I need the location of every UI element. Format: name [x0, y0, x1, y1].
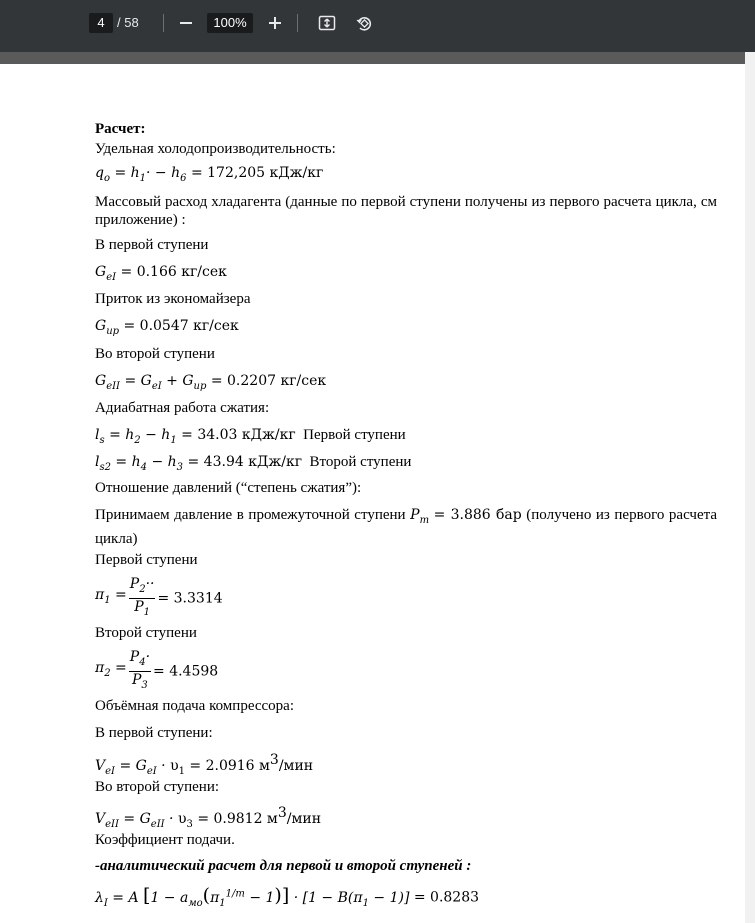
formula-lambda: $\lambda_I = A$ $[1 - a_{мо}(\pi_1^{1/m} - 1)] \cdot [1 - B(\pi_1 - 1)] = 0.8283$ [95, 884, 480, 909]
formula-geii: $G_{eII} = G_{eI} + G_{up} = 0.2207$ кг/сек [95, 373, 327, 392]
toolbar-divider [297, 14, 298, 32]
formula-value: = 4.4598 [153, 663, 219, 680]
zoom-in-button[interactable] [262, 10, 288, 36]
fit-page-button[interactable] [314, 10, 340, 36]
formula-value: = 0.2207 кг/сек [210, 373, 327, 389]
formula-note: Первой ступени [303, 427, 406, 443]
formula-value: = 172,205 кДж/кг [190, 165, 324, 181]
formula-value: = 0.0547 кг/сек [123, 318, 239, 334]
text-line: Приток из экономайзера [95, 291, 251, 307]
zoom-out-button[interactable] [173, 10, 199, 36]
fit-page-icon [318, 14, 336, 32]
formula-pi2: $\pi_2$ = $\frac{P_4\cdot}{P_3}$ = 4.4598 [95, 649, 219, 691]
plus-icon [268, 16, 282, 30]
scrollbar[interactable] [745, 52, 755, 923]
text-line: Коэффициент подачи. [95, 832, 235, 848]
zoom-input[interactable]: 100% [207, 13, 253, 33]
rotate-button[interactable] [351, 10, 377, 36]
text-line: Отношение давлений (“степень сжатия”): [95, 480, 362, 496]
pdf-toolbar [0, 0, 755, 52]
minus-icon [179, 16, 193, 30]
formula-ls2: $l_{s2} = h_4 - h_3 = 43.94$ кДж/кг Второй ступени [95, 454, 412, 473]
formula-veii: $V_{eII} = G_{eII} \cdot \upsilon_3 = 0.9812$ $м^3$/мин [95, 805, 322, 830]
section-heading: Расчет: [95, 121, 146, 137]
text-line: Первой ступени [95, 552, 198, 568]
formula-ls: $l_s = h_2 - h_1 = 34.03$ кДж/кг Первой ступени [95, 427, 406, 446]
formula-value: = 0.8283 [413, 889, 480, 906]
formula-gei: $G_{eI} = 0.166$ кг/сек [95, 264, 227, 283]
text-line: Удельная холодопроизводительность: [95, 141, 336, 157]
formula-value: = 34.03 кДж/кг [181, 427, 296, 443]
formula-qo: $q_o = h_1\cdot - h_6 = 172,205$ кДж/кг [95, 165, 324, 184]
page-number-input[interactable]: 4 [89, 13, 113, 33]
formula-value: = 43.94 кДж/кг [187, 454, 303, 470]
toolbar-divider [163, 14, 164, 32]
formula-note: Второй ступени [309, 454, 412, 470]
page-total: / 58 [117, 15, 139, 30]
text-line: Во второй ступени: [95, 779, 220, 795]
text-line: В первой ступени: [95, 725, 213, 741]
text-paragraph: Принимаем давление в промежуточной ступени $P_т = 3.886$ бар (получено из первого расчета цикла) [95, 507, 718, 547]
text-line: Второй ступени [95, 625, 197, 641]
formula-value: = 3.3314 [157, 590, 223, 607]
text-line: Во второй ступени [95, 346, 215, 362]
formula-value: = 0.166 кг/сек [120, 264, 227, 280]
text-paragraph: Массовый расход хладагента (данные по первой ступени получены из первого расчета цикла, см приложение) : [95, 194, 717, 228]
text-line: -аналитический расчет для первой и второй ступеней : [95, 858, 472, 874]
formula-gup: $G_{up} = 0.0547$ кг/сек [95, 318, 239, 337]
text-line: Адиабатная работа сжатия: [95, 400, 270, 416]
text-line: В первой ступени [95, 237, 209, 253]
rotate-icon [355, 14, 373, 32]
text-line: Объёмная подача компрессора: [95, 698, 294, 714]
formula-pi1: $\pi_1$ = $\frac{P_2\cdot\cdot}{P_1}$ = 3.3314 [95, 576, 223, 618]
formula-vei: $V_{eI} = G_{eI} \cdot \upsilon_1 = 2.0916$ $м^3$/мин [95, 752, 314, 777]
